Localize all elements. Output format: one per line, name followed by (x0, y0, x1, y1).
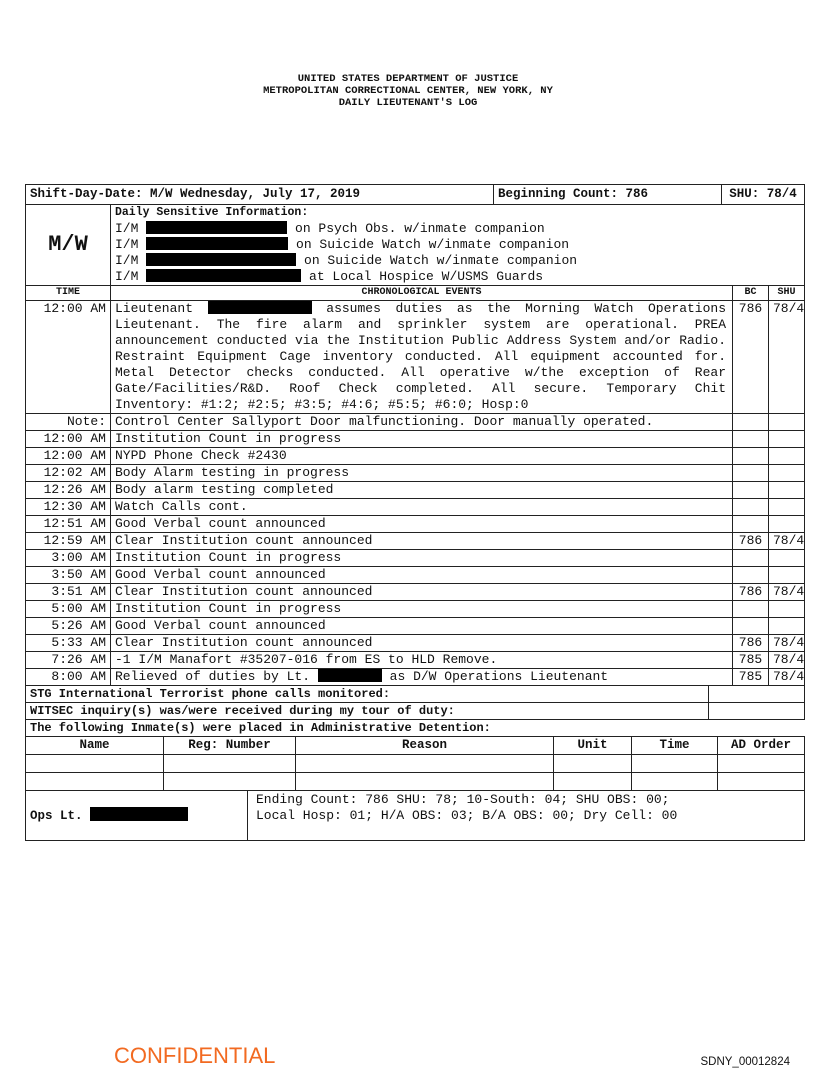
event-shu (769, 618, 805, 635)
event-text: Control Center Sallyport Door malfunctioning. Door manually operated. (111, 414, 733, 431)
ad-col-time: Time (632, 737, 718, 755)
event-text: Lieutenant assumes duties as the Morning Watch Operations Lieutenant. The fire alarm and sprinkler system are operational. PREA announcement conducted via the Institution Public Address System and/or Radio. Restraint Equipment Cage inventory conducted. All equipment accounted for. Metal Detector checks conducted. All operative w/the exception of Rear Gate/Facilities/R&D. Roof Check completed. All secure. Temporary Chit Inventory: #1:2; #2:5; #3:5; #4:6; #5:5; #6:0; Hosp:0 (111, 301, 733, 414)
event-shu (769, 465, 805, 482)
event-text: Good Verbal count announced (111, 618, 733, 635)
event-text: -1 I/M Manafort #35207-016 from ES to HLD Remove. (111, 652, 733, 669)
event-bc (733, 567, 769, 584)
stg-monitor-label: STG International Terrorist phone calls monitored: (26, 686, 709, 703)
event-time: 3:51 AM (26, 584, 111, 601)
event-row (26, 618, 805, 635)
event-text: Clear Institution count announced (111, 635, 733, 652)
event-time: 5:26 AM (26, 618, 111, 635)
event-time: 12:00 AM (26, 448, 111, 465)
event-shu (769, 567, 805, 584)
event-shu: 78/4 (769, 533, 805, 550)
chronological-events-table (25, 285, 805, 686)
ad-empty-row (26, 755, 805, 773)
event-bc (733, 550, 769, 567)
redaction-bar (208, 301, 312, 314)
event-row (26, 550, 805, 567)
shift-day-date: Shift-Day-Date: M/W Wednesday, July 17, 2019 (26, 185, 494, 205)
event-text: Watch Calls cont. (111, 499, 733, 516)
ending-count-table (25, 790, 805, 841)
event-bc (733, 431, 769, 448)
event-text: Institution Count in progress (111, 601, 733, 618)
doc-header-agency: UNITED STATES DEPARTMENT OF JUSTICE (297, 73, 519, 85)
doc-header-title: DAILY LIEUTENANT'S LOG (338, 97, 478, 109)
event-shu: 78/4 (769, 669, 805, 686)
event-bc (733, 516, 769, 533)
event-shu (769, 482, 805, 499)
event-time: 12:00 AM (26, 431, 111, 448)
sensitive-item: I/M on Psych Obs. w/inmate companion (115, 221, 545, 236)
event-time: 3:00 AM (26, 550, 111, 567)
event-row (26, 482, 805, 499)
event-time: 12:26 AM (26, 482, 111, 499)
shift-code: M/W (26, 205, 111, 286)
event-text: Clear Institution count announced (111, 584, 733, 601)
event-text: Body alarm testing completed (111, 482, 733, 499)
ops-lt-cell (26, 791, 248, 841)
redaction-bar (146, 237, 288, 250)
event-shu (769, 414, 805, 431)
event-row (26, 567, 805, 584)
event-shu: 78/4 (769, 635, 805, 652)
event-shu (769, 516, 805, 533)
redaction-bar (146, 253, 296, 266)
ad-col-order: AD Order (718, 737, 805, 755)
event-row (26, 601, 805, 618)
event-time: Note: (26, 414, 111, 431)
event-text: Body Alarm testing in progress (111, 465, 733, 482)
confidential-stamp: CONFIDENTIAL (114, 1043, 276, 1068)
event-row (26, 499, 805, 516)
ad-col-unit: Unit (554, 737, 632, 755)
event-text: NYPD Phone Check #2430 (111, 448, 733, 465)
event-text: Institution Count in progress (111, 431, 733, 448)
sensitive-item: I/M on Suicide Watch w/inmate companion (115, 237, 570, 252)
event-shu (769, 448, 805, 465)
event-bc: 786 (733, 584, 769, 601)
event-row (26, 635, 805, 652)
admin-detention-table (25, 736, 805, 791)
notes-table (25, 685, 805, 737)
event-shu: 78/4 (769, 301, 805, 414)
ending-count-cell (248, 791, 805, 841)
witsec-label: WITSEC inquiry(s) was/were received during my tour of duty: (26, 703, 709, 720)
ad-col-reg: Reg: Number (164, 737, 296, 755)
doc-header-facility: METROPOLITAN CORRECTIONAL CENTER, NEW YORK, NY (263, 85, 553, 97)
admin-detention-label: The following Inmate(s) were placed in Administrative Detention: (26, 720, 805, 737)
event-shu (769, 431, 805, 448)
redaction-bar (146, 269, 301, 282)
event-time: 8:00 AM (26, 669, 111, 686)
event-text: Clear Institution count announced (111, 533, 733, 550)
event-text: Institution Count in progress (111, 550, 733, 567)
col-header-shu: SHU (769, 286, 805, 301)
event-row (26, 414, 805, 431)
event-bc: 786 (733, 301, 769, 414)
event-row (26, 669, 805, 686)
event-bc (733, 482, 769, 499)
event-row (26, 431, 805, 448)
event-row (26, 465, 805, 482)
event-time: 12:00 AM (26, 301, 111, 414)
col-header-bc: BC (733, 286, 769, 301)
event-time: 12:30 AM (26, 499, 111, 516)
event-bc (733, 465, 769, 482)
event-bc (733, 601, 769, 618)
event-row (26, 652, 805, 669)
bates-number: SDNY_00012824 (700, 1056, 790, 1068)
ending-count-line: Ending Count: 786 SHU: 78; 10-South: 04; SHU OBS: 00; (256, 792, 670, 807)
event-time: 12:51 AM (26, 516, 111, 533)
event-time: 7:26 AM (26, 652, 111, 669)
redaction-bar (318, 669, 382, 682)
event-row (26, 448, 805, 465)
sensitive-item: I/M on Suicide Watch w/inmate companion (115, 253, 578, 268)
event-time: 12:02 AM (26, 465, 111, 482)
event-time: 5:33 AM (26, 635, 111, 652)
event-shu: 78/4 (769, 652, 805, 669)
event-bc: 785 (733, 652, 769, 669)
shu-count: SHU: 78/4 (722, 185, 805, 205)
log-form (25, 184, 804, 841)
event-time: 3:50 AM (26, 567, 111, 584)
event-row (26, 516, 805, 533)
col-header-events: CHRONOLOGICAL EVENTS (111, 286, 733, 301)
event-time: 5:00 AM (26, 601, 111, 618)
sensitive-info-label: Daily Sensitive Information: (115, 206, 309, 219)
event-text: Relieved of duties by Lt. as D/W Operations Lieutenant (111, 669, 733, 686)
event-bc: 786 (733, 635, 769, 652)
event-row (26, 584, 805, 601)
event-bc (733, 499, 769, 516)
event-bc: 785 (733, 669, 769, 686)
event-shu (769, 550, 805, 567)
event-bc (733, 618, 769, 635)
event-time: 12:59 AM (26, 533, 111, 550)
event-shu (769, 601, 805, 618)
sensitive-info-table (25, 204, 805, 286)
event-bc (733, 414, 769, 431)
event-row (26, 533, 805, 550)
redaction-bar (146, 221, 287, 234)
event-text: Good Verbal count announced (111, 516, 733, 533)
sensitive-item: I/M at Local Hospice W/USMS Guards (115, 269, 544, 284)
event-bc: 786 (733, 533, 769, 550)
ad-col-reason: Reason (296, 737, 554, 755)
ad-empty-row (26, 773, 805, 791)
event-bc (733, 448, 769, 465)
event-text: Good Verbal count announced (111, 567, 733, 584)
event-shu (769, 499, 805, 516)
summary-table (25, 184, 805, 205)
beginning-count: Beginning Count: 786 (494, 185, 722, 205)
ending-count-line: Local Hosp: 01; H/A OBS: 03; B/A OBS: 00; Dry Cell: 00 (256, 808, 678, 823)
ad-col-name: Name (26, 737, 164, 755)
event-row (26, 301, 805, 414)
ops-lt-label: Ops Lt. (30, 809, 83, 823)
col-header-time: TIME (26, 286, 111, 301)
event-shu: 78/4 (769, 584, 805, 601)
redaction-bar (90, 807, 188, 821)
